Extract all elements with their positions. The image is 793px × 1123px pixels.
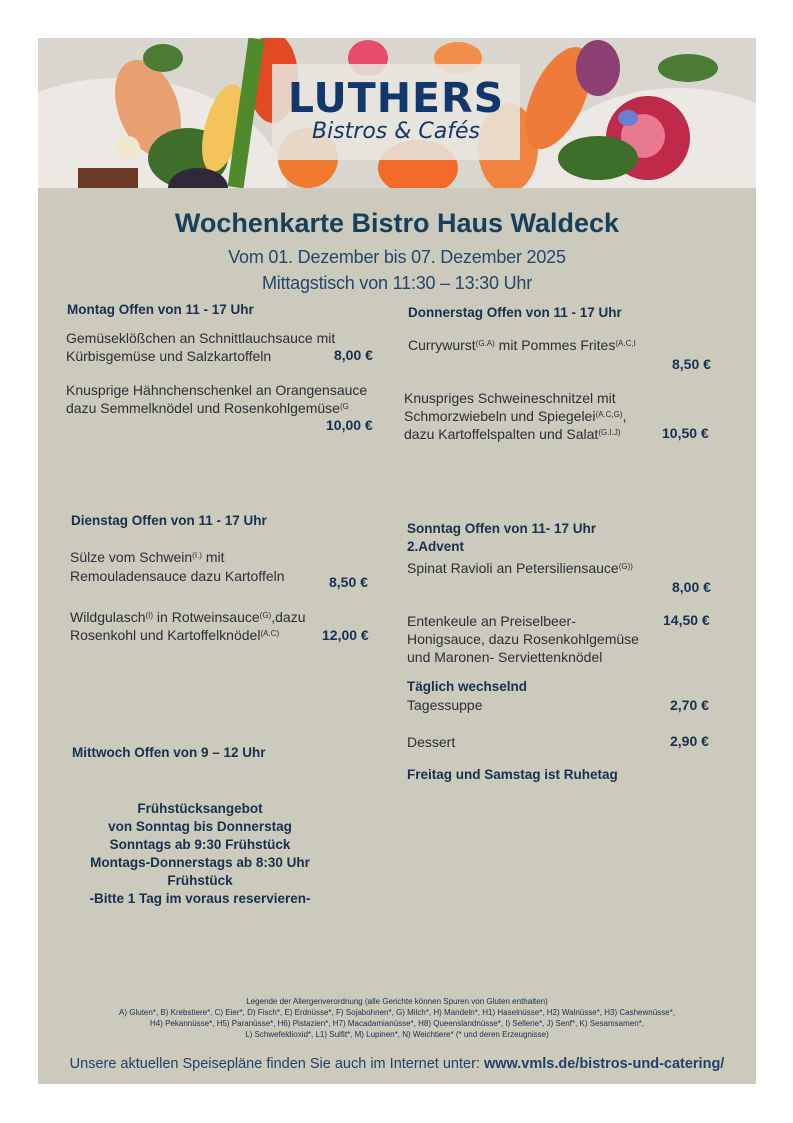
menu-sheet — [38, 38, 756, 1084]
thursday-item2-line2: Schmorzwiebeln und Spiegelei$^{(A.C,G)}$, — [404, 408, 627, 424]
monday-item1-line1: Gemüseklößchen an Schnittlauchsauce mit — [66, 330, 336, 346]
monday-item2-allergens: (G — [339, 402, 349, 411]
breakfast-line3: Sonntags ab 9:30 Frühstück — [109, 837, 291, 852]
daily-soup: Tagessuppe — [407, 697, 483, 713]
breakfast-line4: Montags-Donnerstags ab 8:30 Uhr — [90, 855, 310, 870]
sunday-heading: Sonntag Offen von 11- 17 Uhr — [407, 521, 597, 536]
monday-item2-line2-text: dazu Semmelknödel und Rosenkohlgemüse — [66, 400, 340, 416]
thursday-heading: Donnerstag Offen von 11 - 17 Uhr — [408, 305, 622, 320]
allergen-legend — [38, 996, 756, 1040]
sunday-item2-line3: und Maronen- Serviettenknödel — [407, 649, 603, 665]
footer-link[interactable]: www.vmls.de/bistros-und-catering/ — [483, 1056, 725, 1072]
food-photo-banner — [38, 38, 756, 188]
wednesday-heading: Mittwoch Offen von 9 – 12 Uhr — [72, 745, 266, 760]
thursday-item2-line1: Knuspriges Schweineschnitzel mit — [404, 390, 616, 406]
monday-item2-price: 10,00 € — [326, 417, 373, 433]
sunday-item2-line1: Entenkeule an Preiselbeer- — [407, 613, 576, 629]
lunch-hours: Mittagstisch von 11:30 – 13:30 Uhr — [261, 273, 533, 293]
breakfast-line2: von Sonntag bis Donnerstag — [108, 819, 292, 834]
daily-soup-price: 2,70 € — [670, 697, 709, 713]
breakfast-line6: -Bitte 1 Tag im voraus reservieren- — [89, 891, 311, 906]
logo-brand: LUTHERS — [287, 74, 505, 122]
daily-dessert-price: 2,90 € — [670, 733, 709, 749]
closed-days-note: Freitag und Samstag ist Ruhetag — [407, 767, 618, 782]
page-title: Wochenkarte Bistro Haus Waldeck — [174, 208, 620, 238]
legend-line3: H4) Pekannüsse*, H5) Paranüsse*, H6) Pistazien*, H7) Macadamianüsse*, H8) Queenslandnüsse*, I) Sellerie*, J) Senf*, K) Sesamsamen*, — [149, 1019, 644, 1028]
tuesday-heading: Dienstag Offen von 11 - 17 Uhr — [71, 513, 267, 528]
footer-text: Unsere aktuellen Speisepläne finden Sie auch im Internet unter: — [69, 1056, 484, 1072]
thursday-item1: Currywurst$^{(G.A)}$ mit Pommes Frites$^{(A.C,I}$ — [408, 337, 636, 353]
tuesday-item1-line1: Sülze vom Schwein$^{(I.)}$ mit — [70, 549, 225, 565]
tuesday-item1-price: 8,50 € — [329, 574, 368, 590]
monday-heading: Montag Offen von 11 - 17 Uhr — [67, 302, 254, 317]
sunday-item2-line2: Honigsauce, dazu Rosenkohlgemüse — [407, 631, 639, 647]
breakfast-line5: Frühstück — [167, 873, 233, 888]
thursday-item1-price: 8,50 € — [672, 356, 711, 372]
tuesday-item1-line2: Remouladensauce dazu Kartoffeln — [70, 568, 285, 584]
logo — [272, 64, 520, 160]
logo-tagline: Bistros & Cafés — [312, 119, 480, 144]
sunday-item1-price: 8,00 € — [672, 579, 711, 595]
sunday-advent: 2.Advent — [407, 539, 465, 554]
monday-item2-line2 — [66, 399, 349, 417]
daily-heading: Täglich wechselnd — [407, 679, 528, 694]
sunday-item1: Spinat Ravioli an Petersiliensauce$^{(G))}$ — [407, 560, 633, 576]
monday-item2-line1: Knusprige Hähnchenschenkel an Orangensauce — [66, 382, 368, 398]
breakfast-line1: Frühstücksangebot — [137, 801, 263, 816]
tuesday-item2-line2: Rosenkohl und Kartoffelknödel$^{(A.C)}$ — [70, 627, 280, 643]
sunday-item2-price: 14,50 € — [663, 612, 710, 628]
monday-item1-line2: Kürbisgemüse und Salzkartoffeln — [66, 348, 272, 364]
tuesday-item2-price: 12,00 € — [322, 627, 369, 643]
tuesday-item2-line1: Wildgulasch$^{(I)}$ in Rotweinsauce$^{(G)}$,dazu — [70, 609, 306, 625]
legend-line1: Legende der Allergenverordnung (alle Gerichte können Spuren von Gluten enthalten) — [246, 997, 548, 1006]
footer — [38, 1056, 756, 1072]
date-range: Vom 01. Dezember bis 07. Dezember 2025 — [228, 247, 566, 267]
breakfast-offer — [62, 800, 338, 908]
legend-line4: L) Schwefeldioxid*, L1) Sulfit*, M) Lupinen*, N) Weichtiere* (* und deren Erzeugnisse) — [245, 1030, 549, 1039]
thursday-item2-line3: dazu Kartoffelspalten und Salat$^{(G.I.J)}$ — [404, 426, 621, 442]
legend-line2: A) Gluten*, B) Krebstiere*, C) Eier*, D) Fisch*, E) Erdnüsse*, F) Sojabohnen*, G) Milch*, H) Mandeln*, H1) Haselnüsse*, H2) Walnüsse*, H3) Cashewnüsse*, — [119, 1008, 675, 1017]
thursday-item2-price: 10,50 € — [662, 425, 709, 441]
daily-dessert: Dessert — [407, 734, 456, 750]
monday-item1-price: 8,00 € — [334, 347, 373, 363]
